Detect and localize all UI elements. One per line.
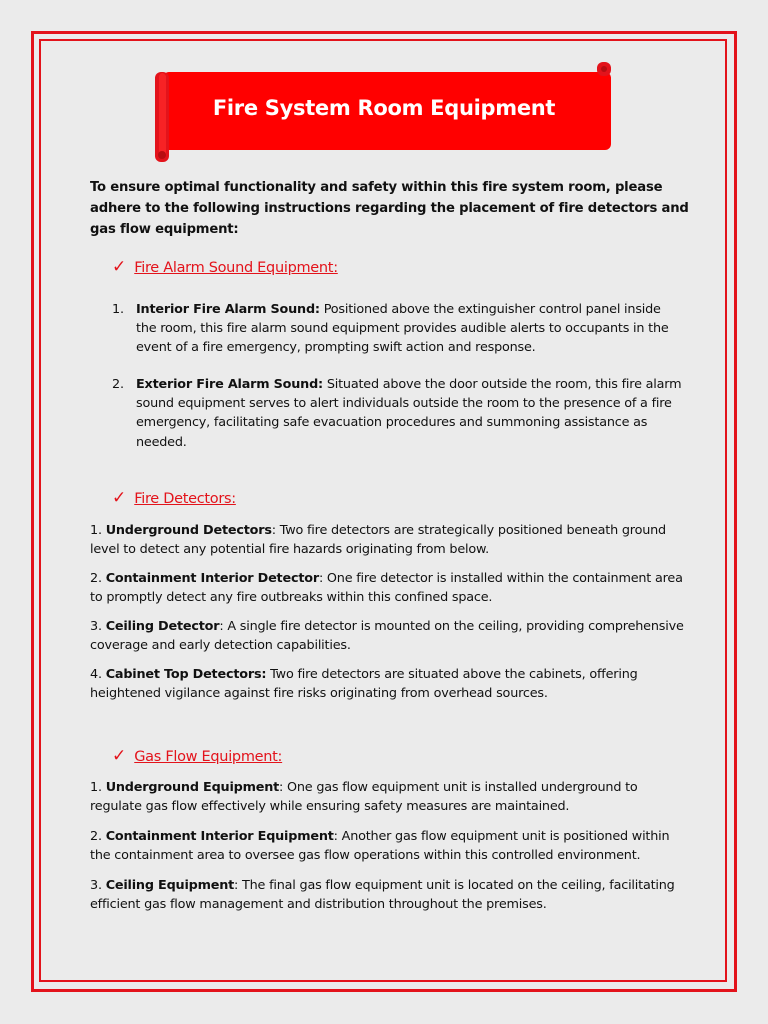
item-lead: Cabinet Top Detectors:	[105, 667, 267, 682]
item-text: : A single fire detector is mounted on the ceiling, providing comprehensive coverage and early detection capabilities.	[90, 619, 684, 654]
item-body	[136, 300, 682, 358]
list-item	[90, 665, 685, 703]
section-title: Fire Detectors:	[134, 490, 236, 507]
item-text: Positioned above the extinguisher control panel inside the room, this fire alarm sound equipment provides audible alerts to occupants in the event of a fire emergency, prompting swift action and response.	[136, 302, 669, 356]
item-number: 3.	[90, 619, 106, 634]
section-title: Fire Alarm Sound Equipment:	[134, 259, 338, 276]
list-item	[90, 827, 685, 865]
item-number: 1.	[112, 302, 124, 317]
item-lead: Exterior Fire Alarm Sound:	[136, 377, 323, 392]
section-heading-gas-flow	[112, 748, 282, 765]
item-text: : One fire detector is installed within the containment area to promptly detect any fire outbreaks within this confined space.	[90, 571, 683, 606]
item-number: 3.	[90, 878, 106, 893]
item-lead: Containment Interior Detector	[105, 571, 319, 586]
item-lead: Containment Interior Equipment	[105, 829, 334, 844]
check-icon: ✓	[112, 257, 127, 277]
item-lead: Underground Equipment	[105, 780, 280, 795]
item-number: 2.	[90, 829, 106, 844]
list-item	[90, 569, 685, 607]
list-item	[112, 300, 682, 358]
item-number: 1.	[90, 523, 106, 538]
list-item	[90, 617, 685, 655]
item-number: 2.	[90, 571, 106, 586]
check-icon: ✓	[112, 746, 127, 766]
item-body	[136, 375, 682, 452]
item-lead: Ceiling Detector	[105, 619, 220, 634]
title-banner	[155, 62, 613, 162]
item-lead: Interior Fire Alarm Sound:	[136, 302, 320, 317]
item-text: : The final gas flow equipment unit is located on the ceiling, facilitating efficient gas flow management and distribution throughout the premises.	[90, 878, 675, 913]
page-title: Fire System Room Equipment	[212, 96, 556, 120]
item-number: 4.	[90, 667, 106, 682]
item-text: : One gas flow equipment unit is installed underground to regulate gas flow effectively while ensuring safety measures are maintained.	[90, 780, 638, 815]
item-number: 2.	[112, 377, 124, 392]
check-icon: ✓	[112, 488, 127, 508]
item-text: : Another gas flow equipment unit is positioned within the containment area to oversee gas flow operations within this controlled environment.	[90, 829, 670, 864]
item-text: Situated above the door outside the room, this fire alarm sound equipment serves to alert individuals outside the room to the presence of a fire emergency, facilitating safe evacuation procedures and summoning assistance as needed.	[136, 377, 682, 450]
item-text: : Two fire detectors are strategically positioned beneath ground level to detect any potential fire hazards originating from below.	[90, 523, 666, 558]
list-item	[90, 876, 685, 914]
section-heading-fire-alarm	[112, 259, 338, 276]
item-text: Two fire detectors are situated above the cabinets, offering heightened vigilance against fire risks originating from overhead sources.	[90, 667, 638, 702]
intro-paragraph: To ensure optimal functionality and safety within this fire system room, please adhere to the following instructions regarding the placement of fire detectors and gas flow equipment:	[90, 180, 689, 237]
list-item	[90, 521, 685, 559]
list-item	[90, 778, 685, 816]
section-heading-fire-detectors	[112, 490, 236, 507]
list-item	[112, 375, 682, 452]
item-lead: Underground Detectors	[105, 523, 272, 538]
item-lead: Ceiling Equipment	[105, 878, 235, 893]
item-number: 1.	[90, 780, 106, 795]
section-title: Gas Flow Equipment:	[134, 748, 283, 765]
